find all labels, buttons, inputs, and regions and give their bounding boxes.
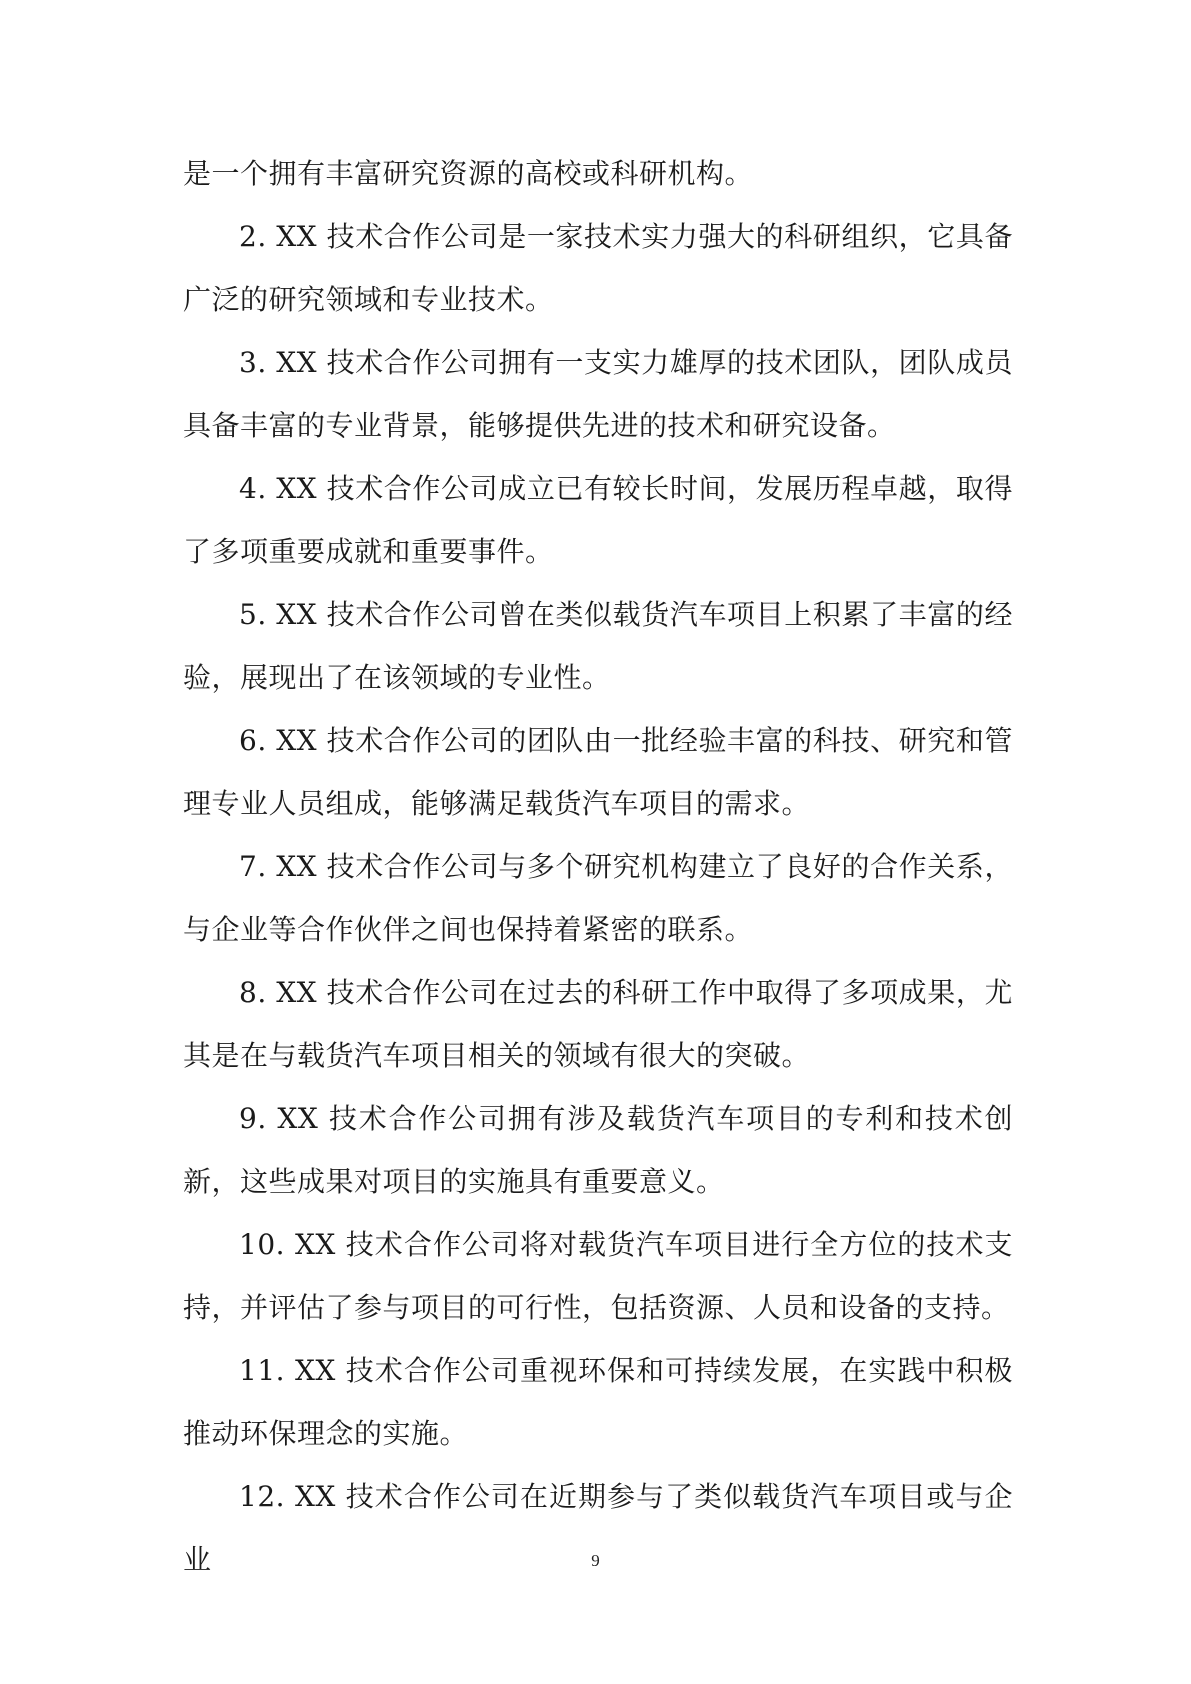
body-text — [183, 142, 1013, 1591]
list-item-8: 8. XX 技术合作公司在过去的科研工作中取得了多项成果，尤其是在与载货汽车项目相关的领域有很大的突破。 — [183, 976, 1013, 1072]
list-item-5: 5. XX 技术合作公司曾在类似载货汽车项目上积累了丰富的经验，展现出了在该领域的专业性。 — [183, 598, 1013, 694]
list-item-4: 4. XX 技术合作公司成立已有较长时间，发展历程卓越，取得了多项重要成就和重要事件。 — [183, 472, 1013, 568]
list-item-7: 7. XX 技术合作公司与多个研究机构建立了良好的合作关系，与企业等合作伙伴之间也保持着紧密的联系。 — [183, 850, 1013, 946]
list-item-6: 6. XX 技术合作公司的团队由一批经验丰富的科技、研究和管理专业人员组成，能够满足载货汽车项目的需求。 — [183, 724, 1013, 820]
page-number: 9 — [591, 1551, 600, 1570]
list-item-3: 3. XX 技术合作公司拥有一支实力雄厚的技术团队，团队成员具备丰富的专业背景，能够提供先进的技术和研究设备。 — [183, 346, 1013, 442]
list-item-9: 9. XX 技术合作公司拥有涉及载货汽车项目的专利和技术创新，这些成果对项目的实施具有重要意义。 — [183, 1102, 1013, 1198]
list-item-12: 12. XX 技术合作公司在近期参与了类似载货汽车项目或与企业 — [183, 1480, 1013, 1576]
list-item-10: 10. XX 技术合作公司将对载货汽车项目进行全方位的技术支持，并评估了参与项目的可行性，包括资源、人员和设备的支持。 — [183, 1228, 1013, 1324]
list-item-2: 2. XX 技术合作公司是一家技术实力强大的科研组织，它具备广泛的研究领域和专业技术。 — [183, 220, 1013, 316]
paragraph-continued: 是一个拥有丰富研究资源的高校或科研机构。 — [183, 157, 754, 190]
list-item-11: 11. XX 技术合作公司重视环保和可持续发展，在实践中积极推动环保理念的实施。 — [183, 1354, 1013, 1450]
